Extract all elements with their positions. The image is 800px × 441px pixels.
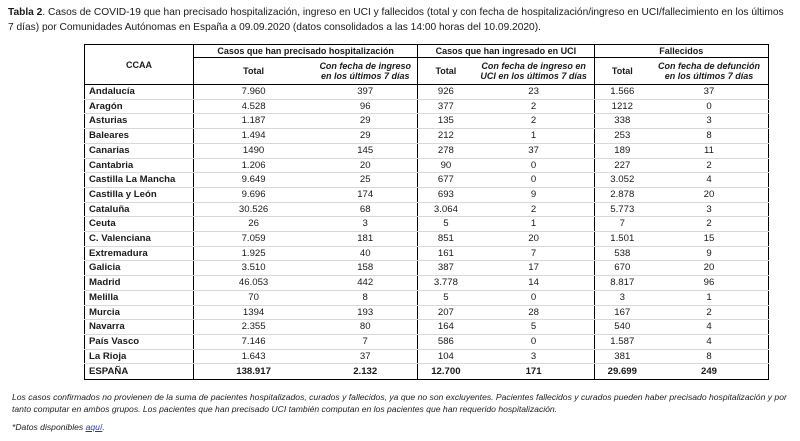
value-cell: 2 bbox=[650, 217, 769, 232]
table-row bbox=[85, 99, 769, 114]
value-cell: 40 bbox=[313, 246, 418, 261]
value-cell: 442 bbox=[313, 276, 418, 291]
value-cell: 5 bbox=[474, 320, 595, 335]
table-row bbox=[85, 143, 769, 158]
value-cell: 7 bbox=[594, 217, 650, 232]
group-header-uci: Casos que han ingresado en UCI bbox=[418, 45, 594, 58]
caption-text: . Casos de COVID-19 que han precisado hospitalización, ingreso en UCI y fallecidos (total y con fecha de hospitalización/ingreso en UCI/fallecimiento en los últimos 7 días) por Comunidades Autónomas en España a 09.09.2020 (datos consolidados a las 14:00 horas del 10.09.2020). bbox=[8, 7, 784, 33]
value-cell: 1.206 bbox=[194, 158, 314, 173]
value-cell: 167 bbox=[594, 305, 650, 320]
value-cell: 193 bbox=[313, 305, 418, 320]
value-cell: 2 bbox=[474, 99, 595, 114]
value-cell: 8 bbox=[650, 349, 769, 364]
value-cell: 11 bbox=[650, 143, 769, 158]
value-cell: 3 bbox=[474, 349, 595, 364]
table-row bbox=[85, 217, 769, 232]
value-cell: 171 bbox=[474, 364, 595, 380]
availability-text: *Datos disponibles bbox=[12, 422, 86, 432]
value-cell: 164 bbox=[418, 320, 474, 335]
value-cell: 2 bbox=[650, 158, 769, 173]
ccaa-name-cell: La Rioja bbox=[85, 349, 194, 364]
value-cell: 20 bbox=[313, 158, 418, 173]
value-cell: 4 bbox=[650, 173, 769, 188]
value-cell: 181 bbox=[313, 232, 418, 247]
value-cell: 161 bbox=[418, 246, 474, 261]
value-cell: 4 bbox=[650, 320, 769, 335]
value-cell: 1 bbox=[474, 217, 595, 232]
value-cell: 5.773 bbox=[594, 202, 650, 217]
value-cell: 37 bbox=[650, 85, 769, 100]
ccaa-name-cell: Navarra bbox=[85, 320, 194, 335]
value-cell: 540 bbox=[594, 320, 650, 335]
value-cell: 278 bbox=[418, 143, 474, 158]
value-cell: 20 bbox=[650, 261, 769, 276]
value-cell: 1.925 bbox=[194, 246, 314, 261]
table-row bbox=[85, 276, 769, 291]
table-row bbox=[85, 349, 769, 364]
value-cell: 20 bbox=[474, 232, 595, 247]
value-cell: 4 bbox=[650, 334, 769, 349]
value-cell: 586 bbox=[418, 334, 474, 349]
value-cell: 7 bbox=[313, 334, 418, 349]
value-cell: 227 bbox=[594, 158, 650, 173]
value-cell: 5 bbox=[418, 290, 474, 305]
table-row bbox=[85, 305, 769, 320]
table-caption bbox=[8, 5, 792, 35]
value-cell: 2.878 bbox=[594, 187, 650, 202]
value-cell: 397 bbox=[313, 85, 418, 100]
sub-header-fall-7d: Con fecha de defunción en los últimos 7 días bbox=[650, 58, 769, 85]
ccaa-name-cell: Asturias bbox=[85, 114, 194, 129]
table-row bbox=[85, 261, 769, 276]
sub-header-uci-total: Total bbox=[418, 58, 474, 85]
value-cell: 9 bbox=[650, 246, 769, 261]
table-row bbox=[85, 187, 769, 202]
ccaa-name-cell: C. Valenciana bbox=[85, 232, 194, 247]
ccaa-name-cell: Canarias bbox=[85, 143, 194, 158]
ccaa-name-cell: Murcia bbox=[85, 305, 194, 320]
value-cell: 25 bbox=[313, 173, 418, 188]
value-cell: 29 bbox=[313, 114, 418, 129]
ccaa-name-cell: Cataluña bbox=[85, 202, 194, 217]
value-cell: 189 bbox=[594, 143, 650, 158]
table-row bbox=[85, 158, 769, 173]
value-cell: 693 bbox=[418, 187, 474, 202]
group-header-hospitalizacion: Casos que han precisado hospitalización bbox=[194, 45, 418, 58]
value-cell: 3 bbox=[650, 202, 769, 217]
value-cell: 0 bbox=[650, 99, 769, 114]
value-cell: 80 bbox=[313, 320, 418, 335]
value-cell: 3 bbox=[594, 290, 650, 305]
value-cell: 46.053 bbox=[194, 276, 314, 291]
value-cell: 26 bbox=[194, 217, 314, 232]
value-cell: 1.587 bbox=[594, 334, 650, 349]
value-cell: 670 bbox=[594, 261, 650, 276]
value-cell: 2.355 bbox=[194, 320, 314, 335]
value-cell: 96 bbox=[650, 276, 769, 291]
value-cell: 7.146 bbox=[194, 334, 314, 349]
table-row bbox=[85, 202, 769, 217]
caption-label: Tabla 2 bbox=[8, 7, 43, 18]
value-cell: 9 bbox=[474, 187, 595, 202]
value-cell: 29 bbox=[313, 129, 418, 144]
value-cell: 8.817 bbox=[594, 276, 650, 291]
value-cell: 851 bbox=[418, 232, 474, 247]
value-cell: 5 bbox=[418, 217, 474, 232]
value-cell: 68 bbox=[313, 202, 418, 217]
ccaa-name-cell: Castilla La Mancha bbox=[85, 173, 194, 188]
ccaa-name-cell: Galicia bbox=[85, 261, 194, 276]
table-row bbox=[85, 114, 769, 129]
table-row bbox=[85, 85, 769, 100]
ccaa-name-cell: Castilla y León bbox=[85, 187, 194, 202]
value-cell: 387 bbox=[418, 261, 474, 276]
value-cell: 0 bbox=[474, 290, 595, 305]
ccaa-name-cell: Baleares bbox=[85, 129, 194, 144]
ccaa-name-cell: Madrid bbox=[85, 276, 194, 291]
value-cell: 0 bbox=[474, 158, 595, 173]
value-cell: 158 bbox=[313, 261, 418, 276]
value-cell: 2.132 bbox=[313, 364, 418, 380]
value-cell: 1490 bbox=[194, 143, 314, 158]
table-body bbox=[85, 85, 769, 380]
value-cell: 1.501 bbox=[594, 232, 650, 247]
table-row bbox=[85, 320, 769, 335]
ccaa-name-cell: Extremadura bbox=[85, 246, 194, 261]
value-cell: 29.699 bbox=[594, 364, 650, 380]
value-cell: 1.187 bbox=[194, 114, 314, 129]
value-cell: 3 bbox=[650, 114, 769, 129]
value-cell: 90 bbox=[418, 158, 474, 173]
value-cell: 0 bbox=[474, 334, 595, 349]
value-cell: 212 bbox=[418, 129, 474, 144]
ccaa-name-cell: País Vasco bbox=[85, 334, 194, 349]
value-cell: 207 bbox=[418, 305, 474, 320]
value-cell: 3.510 bbox=[194, 261, 314, 276]
ccaa-name-cell: Ceuta bbox=[85, 217, 194, 232]
value-cell: 1212 bbox=[594, 99, 650, 114]
value-cell: 253 bbox=[594, 129, 650, 144]
value-cell: 2 bbox=[474, 202, 595, 217]
value-cell: 15 bbox=[650, 232, 769, 247]
ccaa-name-cell: Cantabria bbox=[85, 158, 194, 173]
value-cell: 677 bbox=[418, 173, 474, 188]
value-cell: 0 bbox=[474, 173, 595, 188]
value-cell: 9.696 bbox=[194, 187, 314, 202]
ccaa-name-cell: Andalucía bbox=[85, 85, 194, 100]
value-cell: 2 bbox=[650, 305, 769, 320]
sub-header-hosp-7d: Con fecha de ingreso en los últimos 7 días bbox=[313, 58, 418, 85]
value-cell: 8 bbox=[313, 290, 418, 305]
value-cell: 9.649 bbox=[194, 173, 314, 188]
availability-suffix: . bbox=[102, 422, 105, 432]
value-cell: 3.064 bbox=[418, 202, 474, 217]
value-cell: 138.917 bbox=[194, 364, 314, 380]
value-cell: 926 bbox=[418, 85, 474, 100]
availability-note bbox=[12, 422, 105, 432]
value-cell: 17 bbox=[474, 261, 595, 276]
sub-header-uci-7d: Con fecha de ingreso en UCI en los últimos 7 días bbox=[474, 58, 595, 85]
value-cell: 7 bbox=[474, 246, 595, 261]
ccaa-header: CCAA bbox=[85, 45, 194, 85]
value-cell: 249 bbox=[650, 364, 769, 380]
value-cell: 1 bbox=[650, 290, 769, 305]
value-cell: 338 bbox=[594, 114, 650, 129]
value-cell: 37 bbox=[474, 143, 595, 158]
sub-header-hosp-total: Total bbox=[194, 58, 314, 85]
table-row bbox=[85, 334, 769, 349]
total-row bbox=[85, 364, 769, 380]
value-cell: 20 bbox=[650, 187, 769, 202]
value-cell: 30.526 bbox=[194, 202, 314, 217]
value-cell: 37 bbox=[313, 349, 418, 364]
ccaa-name-cell: Melilla bbox=[85, 290, 194, 305]
value-cell: 3.778 bbox=[418, 276, 474, 291]
value-cell: 4.528 bbox=[194, 99, 314, 114]
value-cell: 538 bbox=[594, 246, 650, 261]
sub-header-fall-total: Total bbox=[594, 58, 650, 85]
value-cell: 174 bbox=[313, 187, 418, 202]
value-cell: 3.052 bbox=[594, 173, 650, 188]
value-cell: 23 bbox=[474, 85, 595, 100]
value-cell: 14 bbox=[474, 276, 595, 291]
footnote: Los casos confirmados no provienen de la suma de pacientes hospitalizados, curados y fallecidos, ya que no son excluyentes. Pacientes fallecidos y curados pueden haber precisado hospitalización y por tanto computar en ambos grupos. Los pacientes que han precisado UCI también computan en los pacientes que han requerido hospitalización. bbox=[12, 392, 787, 414]
value-cell: 104 bbox=[418, 349, 474, 364]
table-row bbox=[85, 232, 769, 247]
value-cell: 2 bbox=[474, 114, 595, 129]
value-cell: 135 bbox=[418, 114, 474, 129]
value-cell: 96 bbox=[313, 99, 418, 114]
ccaa-name-cell: ESPAÑA bbox=[85, 364, 194, 380]
value-cell: 1.643 bbox=[194, 349, 314, 364]
value-cell: 12.700 bbox=[418, 364, 474, 380]
value-cell: 3 bbox=[313, 217, 418, 232]
table-row bbox=[85, 290, 769, 305]
value-cell: 145 bbox=[313, 143, 418, 158]
value-cell: 28 bbox=[474, 305, 595, 320]
value-cell: 8 bbox=[650, 129, 769, 144]
value-cell: 377 bbox=[418, 99, 474, 114]
value-cell: 1 bbox=[474, 129, 595, 144]
availability-link[interactable]: aquí bbox=[85, 422, 103, 432]
value-cell: 1.566 bbox=[594, 85, 650, 100]
group-header-fallecidos: Fallecidos bbox=[594, 45, 768, 58]
value-cell: 70 bbox=[194, 290, 314, 305]
value-cell: 381 bbox=[594, 349, 650, 364]
value-cell: 7.960 bbox=[194, 85, 314, 100]
table-row bbox=[85, 246, 769, 261]
table-row bbox=[85, 173, 769, 188]
value-cell: 7.059 bbox=[194, 232, 314, 247]
covid-table bbox=[84, 44, 769, 380]
ccaa-name-cell: Aragón bbox=[85, 99, 194, 114]
value-cell: 1394 bbox=[194, 305, 314, 320]
table-row bbox=[85, 129, 769, 144]
value-cell: 1.494 bbox=[194, 129, 314, 144]
